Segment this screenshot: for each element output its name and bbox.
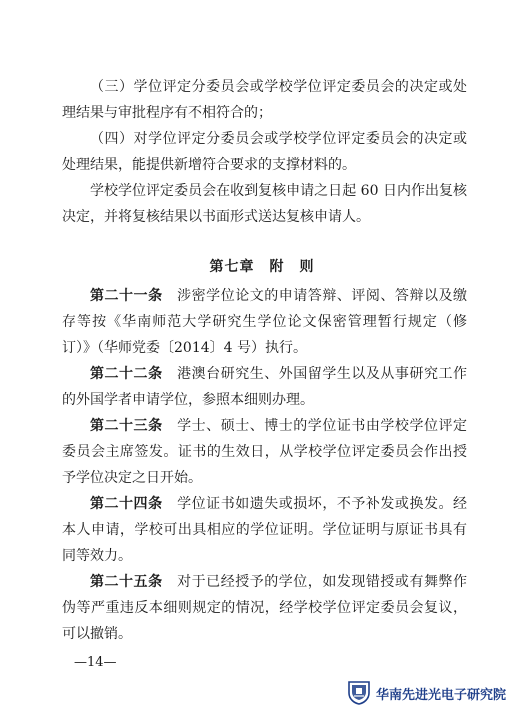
article-number: 第二十一条 (90, 288, 163, 304)
article-22 (62, 361, 467, 413)
review-paragraph: 学校学位评定委员会在收到复核申请之日起 60 日内作出复核决定，并将复核结果以书面形式送达复核申请人。 (62, 183, 467, 225)
article-number: 第二十三条 (90, 418, 163, 434)
article-text: 对于已经授予的学位，如发现错授或有舞弊作伪等严重违反本细则规定的情况，经学校学位评定委员会复议，可以撤销。 (62, 574, 468, 642)
article-text: 学士、硕士、博士的学位证书由学校学位评定委员会主席签发。证书的生效日，从学校学位评定委员会作出授予学位决定之日开始。 (62, 418, 468, 486)
article-number: 第二十二条 (90, 366, 163, 382)
page-number: —14— (74, 655, 117, 670)
watermark-logo (346, 679, 522, 707)
article-23 (62, 413, 467, 491)
clause-item-4: （四）对学位评定分委员会或学校学位评定委员会的决定或处理结果，能提供新增符合要求的支撑材料的。 (62, 131, 467, 173)
institute-badge-icon (346, 679, 372, 705)
article-21 (62, 283, 467, 361)
article-25 (62, 569, 467, 647)
article-text: 学位证书如遗失或损坏，不予补发或换发。经本人申请，学校可出具相应的学位证明。学位证明与原证书具有同等效力。 (62, 496, 468, 564)
article-text: 港澳台研究生、外国留学生以及从事研究工作的外国学者申请学位，参照本细则办理。 (62, 366, 468, 408)
watermark-text: 华南先进光电子研究院 (376, 688, 507, 703)
article-24 (62, 491, 467, 569)
chapter-title: 第七章 附 则 (209, 259, 315, 275)
clause-item-3: （三）学位评定分委员会或学校学位评定委员会的决定或处理结果与审批程序有不相符合的； (62, 79, 467, 121)
article-number: 第二十五条 (90, 574, 163, 590)
article-text: 涉密学位论文的申请答辩、评阅、答辩以及缴存等按《华南师范大学研究生学位论文保密管理暂行规定（修订）》（华师党委〔2014〕4 号）执行。 (62, 288, 468, 356)
article-number: 第二十四条 (90, 496, 163, 512)
